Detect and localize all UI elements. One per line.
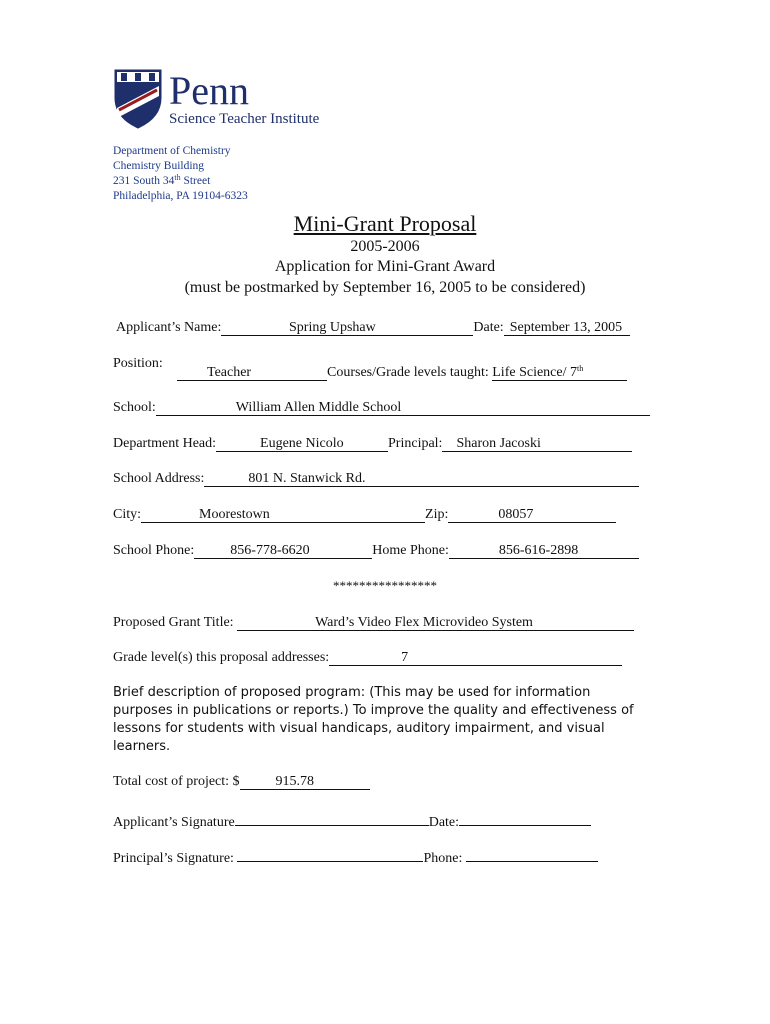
- page-title: Mini-Grant Proposal: [293, 211, 477, 236]
- principal-field[interactable]: [442, 436, 632, 452]
- phone-field[interactable]: [466, 846, 598, 862]
- address-line-4: Philadelphia, PA 19104-6323: [113, 190, 248, 202]
- date-value: September 13, 2005: [509, 320, 623, 335]
- zip-value: 08057: [498, 507, 534, 522]
- courses-value: Life Science/ 7: [492, 365, 577, 380]
- school-address-row: [113, 471, 639, 487]
- grade-levels-field[interactable]: [329, 650, 622, 666]
- application-subtitle: Application for Mini-Grant Award: [274, 258, 496, 275]
- signature-date-label: Date:: [428, 815, 460, 830]
- school-address-field[interactable]: [204, 471, 639, 487]
- school-phone-label: School Phone:: [113, 543, 195, 558]
- principal-signature-label: Principal’s Signature:: [113, 851, 238, 866]
- applicant-signature-label: Applicant’s Signature: [113, 815, 235, 830]
- position-label: Position:: [113, 356, 163, 371]
- position-row: [177, 365, 627, 381]
- grade-levels-row: [113, 650, 622, 666]
- address-line-1: Department of Chemistry: [113, 145, 231, 157]
- address-street-suffix: th: [174, 173, 181, 182]
- home-phone-field[interactable]: [449, 543, 639, 559]
- city-label: City:: [113, 507, 142, 522]
- principal-signature-field[interactable]: [237, 846, 423, 862]
- logo-wordmark: Penn: [169, 68, 249, 113]
- school-row: [113, 400, 650, 416]
- dept-head-value: Eugene Nicolo: [260, 436, 344, 451]
- courses-label: Courses/Grade levels taught:: [327, 365, 493, 380]
- city-row: [113, 507, 616, 523]
- signature-date-field[interactable]: [459, 810, 591, 826]
- applicant-signature-field[interactable]: [235, 810, 429, 826]
- zip-label: Zip:: [425, 507, 449, 522]
- separator: ****************: [333, 578, 437, 593]
- dept-head-row: [113, 436, 632, 452]
- logo-subtitle: Science Teacher Institute: [169, 111, 320, 127]
- school-phone-value: 856-778-6620: [230, 543, 310, 558]
- applicant-row: [116, 320, 630, 336]
- address-street-number: 231 South 34: [113, 175, 175, 187]
- address-line-2: Chemistry Building: [113, 160, 205, 172]
- total-cost-label: Total cost of project: $: [113, 774, 240, 789]
- date-label: Date:: [473, 320, 504, 335]
- date-field[interactable]: [504, 320, 630, 336]
- grant-title-field[interactable]: [237, 615, 634, 631]
- school-value: William Allen Middle School: [235, 400, 402, 415]
- grade-levels-value: 7: [401, 650, 409, 665]
- phone-row: [113, 543, 639, 559]
- total-cost-field[interactable]: [240, 774, 370, 790]
- principal-value: Sharon Jacoski: [456, 436, 541, 451]
- city-value: Moorestown: [199, 507, 270, 522]
- position-value: Teacher: [207, 365, 252, 380]
- applicant-value: Spring Upshaw: [289, 320, 376, 335]
- phone-label: Phone:: [423, 851, 466, 866]
- courses-value-suffix: th: [577, 364, 584, 373]
- grant-title-row: [113, 615, 634, 631]
- dept-head-label: Department Head:: [113, 436, 217, 451]
- school-label: School:: [113, 400, 156, 415]
- dept-head-field[interactable]: [216, 436, 388, 452]
- school-phone-field[interactable]: [194, 543, 372, 559]
- applicant-signature-row: [113, 810, 591, 831]
- school-field[interactable]: [156, 400, 650, 416]
- position-field[interactable]: [177, 365, 327, 381]
- grant-title-label: Proposed Grant Title:: [113, 615, 238, 630]
- courses-field[interactable]: [492, 365, 627, 381]
- total-cost-value: 915.78: [275, 774, 315, 789]
- penn-logo: [113, 68, 353, 130]
- address-street-name: Street: [180, 175, 211, 187]
- grade-levels-label: Grade level(s) this proposal addresses:: [113, 650, 330, 665]
- home-phone-label: Home Phone:: [372, 543, 449, 558]
- zip-field[interactable]: [448, 507, 616, 523]
- school-address-value: 801 N. Stanwick Rd.: [248, 471, 366, 486]
- address-line-3: [113, 174, 210, 189]
- principal-label: Principal:: [388, 436, 443, 451]
- program-description: Brief description of proposed program: (This may be used for information purposes in publications or reports.) To improve the quality and effectiveness of lessons for students with visual handicaps, auditory impairment, and visual learners.: [113, 685, 634, 754]
- city-field[interactable]: [141, 507, 425, 523]
- grant-title-value: Ward’s Video Flex Microvideo System: [315, 615, 533, 630]
- penn-shield-icon: [115, 70, 161, 128]
- total-cost-row: [113, 774, 370, 790]
- year: 2005-2006: [350, 238, 420, 255]
- applicant-field[interactable]: [221, 320, 473, 336]
- postmark-note: (must be postmarked by September 16, 2005 to be considered): [184, 279, 586, 296]
- school-address-label: School Address:: [113, 471, 205, 486]
- principal-signature-row: [113, 846, 598, 867]
- applicant-label: Applicant’s Name:: [116, 320, 222, 335]
- home-phone-value: 856-616-2898: [498, 543, 579, 558]
